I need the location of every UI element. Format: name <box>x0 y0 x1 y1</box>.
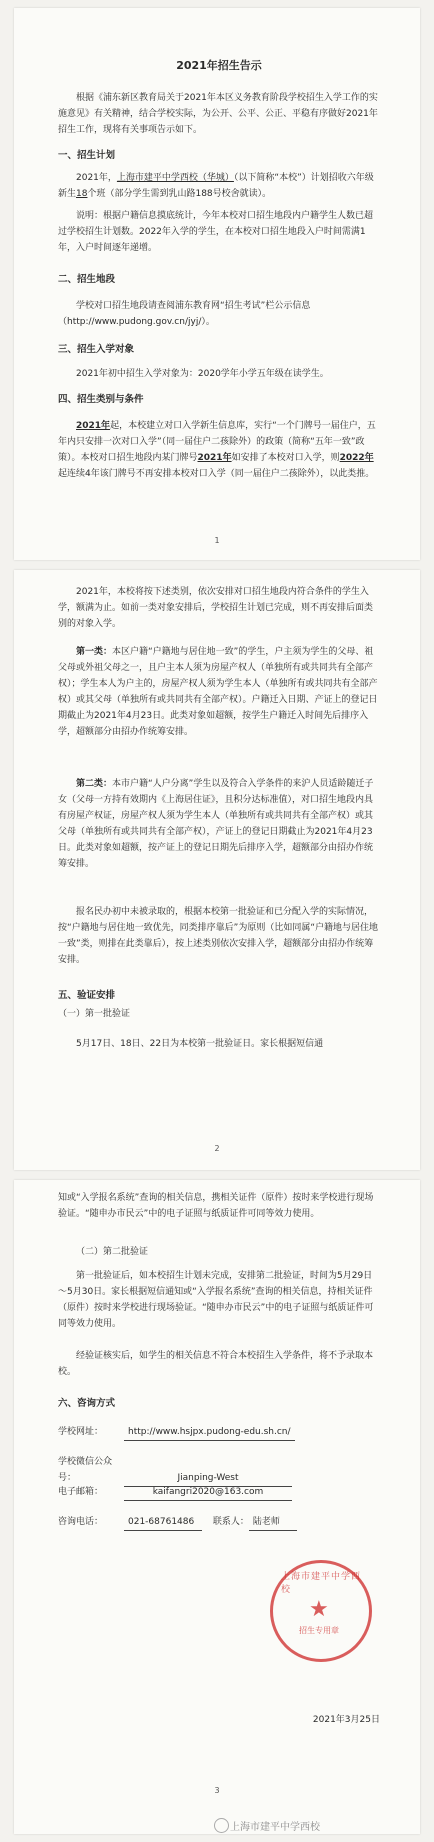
phone-number: 021-68761486 <box>124 1514 202 1531</box>
contact-email-row: 电子邮箱： kaifangri2020@163.com <box>58 1484 380 1501</box>
contact-phone-row: 咨询电话： 021-68761486 联系人： 陆老师 <box>58 1514 380 1531</box>
eligibility-paragraph: 2021年初中招生入学对象为：2020学年小学五年级在读学生。 <box>76 369 329 379</box>
section-heading-verification: 五、验证安排 <box>58 990 116 1001</box>
verification-batch-2-heading: （二）第二批验证 <box>76 1247 149 1257</box>
wechat-logo-icon <box>214 1818 229 1833</box>
verification-batch-1-heading: （一）第一批验证 <box>58 1009 131 1019</box>
document-title: 2021年招生告示 <box>176 59 262 72</box>
verification-failure-note: 经验证核实后，如学生的相关信息不符合本校招生入学条件，将不予录取本校。 <box>58 1351 374 1377</box>
document-date: 2021年3月25日 <box>312 1715 380 1725</box>
document-page-1 <box>14 8 420 560</box>
plan-paragraph: 2021年，上海市建平中学西校（华城）（以下简称“本校”）计划招收六年级新生18个班（部分学生需到乳山路188号校舍就读）。 <box>58 173 374 199</box>
verification-batch-2-paragraph: 第一批验证后，如本校招生计划未完成，安排第二批验证，时间为5月29日～5月30日。家长根据短信通知或“入学报名系统”查询的相关信息，持相关证件（原件）按时来学校进行现场验证。“随申办市民云”中的电子证照与纸质证件可同等效力使用。 <box>58 1271 374 1329</box>
email-link[interactable]: kaifangri2020@163.com <box>124 1484 292 1501</box>
section-heading-plan: 一、招生计划 <box>58 150 116 161</box>
plan-note: 说明：根据户籍信息摸底统计，今年本校对口招生地段内户籍学生人数已超过学校招生计划数。2022年入学的学生，在本校对口招生地段入户时间需满1年，入户时间逐年递增。 <box>58 211 374 253</box>
wechat-account: Jianping-West <box>124 1470 292 1487</box>
school-name: 上海市建平中学西校（华城） <box>116 173 234 183</box>
category-2-paragraph: 第二类：本市户籍“人户分离”学生以及符合入学条件的来沪人员适龄随迁子女（父母一方持有效期内《上海居住证》，且积分达标准值），对口招生地段内具有房屋产权证，房屋产权人须为学生本人（单独所有或共同共有全部产权）或其父母（单独所有或共同共有全部产权），产证上的登记日期截止为2021年4月23日。此类对象如超额，按产证上的登记日期先后排序入学，超额部分由招办作统筹安排。 <box>58 779 374 869</box>
document-page-3 <box>14 1180 420 1834</box>
star-icon: ★ <box>309 1597 329 1622</box>
category-1-paragraph: 第一类：本区户籍“户籍地与居住地一致”的学生，户主须为学生的父母、祖父母或外祖父母之一，且户主本人须为房屋产权人（单独所有或共同共有全部产权）；学生本人为户主的，房屋产权人须为学生本人（单独所有或共同共有全部产权）或其父母（单独所有或共同共有全部产权）。户籍迁入日期、产证上的登记日期截止为2021年4月23日。此类对象如超额，按学生户籍迁入时间先后排序入学，超额部分由招办作统筹安排。 <box>58 647 378 737</box>
page-number-1: 1 <box>214 536 220 545</box>
contact-wechat-row: 学校微信公众号： Jianping-West <box>58 1454 380 1487</box>
page-number-2: 2 <box>214 1144 220 1153</box>
section-heading-categories: 四、招生类别与条件 <box>58 394 144 405</box>
area-paragraph: 学校对口招生地段请查阅浦东教育网“招生考试”栏公示信息（http://www.pudong.gov.cn/jyj/）。 <box>58 301 311 327</box>
verification-batch-1-start: 5月17日、18日、22日为本校第一批验证日。家长根据短信通 <box>76 1039 324 1049</box>
private-school-paragraph: 报名民办初中未被录取的，根据本校第一批验证和已分配入学的实际情况，按“户籍地与居住地一致优先，同类排序靠后”为原则（比如同属“户籍地与居住地一致”类，则排在此类靠后），按上述类别依次安排入学，超额部分由招办作统筹安排。 <box>58 907 378 965</box>
class-count: 18 <box>76 189 88 199</box>
section-heading-contact: 六、咨询方式 <box>58 1398 116 1409</box>
contact-person: 陆老师 <box>249 1514 297 1531</box>
section-heading-area: 二、招生地段 <box>58 274 116 285</box>
document-page-2 <box>14 570 420 1170</box>
intro-paragraph: 根据《浦东新区教育局关于2021年本区义务教育阶段学校招生入学工作的实施意见》有关精神，结合学校实际，为公开、公平、公正、平稳有序做好2021年招生工作，现将有关事项告示如下。 <box>58 93 378 135</box>
page-number-3: 3 <box>214 1786 220 1795</box>
website-link[interactable]: http://www.hsjpx.pudong-edu.sh.cn/ <box>124 1424 295 1441</box>
contact-website-row: 学校网址： http://www.hsjpx.pudong-edu.sh.cn/ <box>58 1424 380 1441</box>
policy-paragraph: 2021年起，本校建立对口入学新生信息库，实行“一个门牌号一届住户，五年内只安排一次对口入学”（同一届住户二孩除外）的政策（简称“五年一致”政策）。本校对口招生地段内某门牌号2021年如安排了本校对口入学，则2022年起连续4年该门牌号不再安排本校对口入学（同一届住户二孩除外），以此类推。 <box>58 421 376 479</box>
school-seal: 上海市建平中学西校 ★ 招生专用章 <box>270 1560 372 1662</box>
verification-batch-1-continued: 知或“入学报名系统”查询的相关信息，携相关证件（原件）按时来学校进行现场验证。“随申办市民云”中的电子证照与纸质证件可同等效力使用。 <box>58 1193 374 1219</box>
watermark: 上海市建平中学西校 <box>230 1822 320 1833</box>
section-heading-eligibility: 三、招生入学对象 <box>58 344 135 355</box>
categories-intro: 2021年，本校将按下述类别，依次安排对口招生地段内符合条件的学生入学，额满为止。如前一类对象安排后，学校招生计划已完成，则不再安排后面类别的对象入学。 <box>58 587 374 629</box>
